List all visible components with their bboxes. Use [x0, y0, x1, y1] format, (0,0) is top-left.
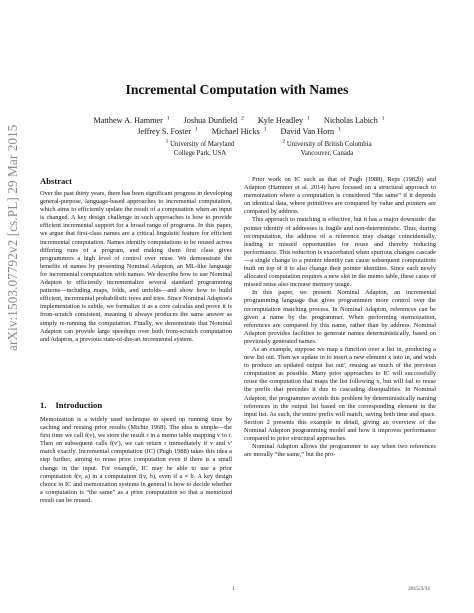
paper-title: Incremental Computation with Names	[125, 82, 349, 97]
authors-line-2	[60, 127, 414, 138]
body-paragraph: As an example, suppose we map a function over a list in, producing a new list out. Then we update in to insert a new element x into in, and wish to produce an updated output list out', reusing as much of the previous computation as possible. Many prior approaches to IC will successfully reuse the computation that maps the list following x, but will fail to reuse the prefix that precedes it due to cascading disequalities. In Nominal Adapton, the programmer avoids this problem by deterministically naming references in the output list based on the corresponding element in the input list. As such, the entire prefix will match, saving both time and space. Section 2 presents this example in detail, giving an overview of the Nominal Adapton programming model and how it improves performance compared to prior structural approaches.	[244, 345, 436, 442]
right-column	[244, 176, 436, 459]
body-paragraph: This approach to matching is effective, but it has a major downside: the pointer identity of addresses is fragile and non-deterministic. Thus, during recomputation, the address of a reference may change coincidentally, leading to missed opportunities for reuse and thereby reducing performance. This reduction is exacerbated when spurious changes cascade—a single change to a pointer identity can cause subsequent computations built on top of it to also change their pointer identities. Since each newly allocated computation requires a new slot in the memo table, these cases of missed reuse also increase memory usage.	[244, 216, 436, 289]
arxiv-identifier[interactable]: arXiv:1503.07792v2 [cs.PL] 29 Mar 2015	[5, 124, 20, 351]
author: Joshua Dunfield $^2$	[183, 115, 244, 125]
abstract-text: Over the past thirty years, there has been significant progress in developing general-purpose, language-based approaches to incremental computation, which aims to efficiently update the result of a computation when an input is changed. A key design challenge in such approaches is how to provide efficient incremental support for a broad range of programs. In this paper, we argue that first-class names are a critical linguistic feature for efficient incremental computation. Names identify computations to be reused across differing runs of a program, and making them first class gives programmers a high level of control over reuse. We demonstrate the benefits of names by presenting Nominal Adapton, an ML-like language for incremental computation with names. We describe how to use Nominal Adapton to efficiently incrementalize several standard programming patterns—including maps, folds, and unfolds—and show how to build efficient, incremental probabilistic trees and tries. Since Nominal Adapton's implementation is subtle, we formalize it as a core calculus and prove it is from-scratch consistent, meaning it always produces the same answer as simply re-running the computation. Finally, we demonstrate that Nominal Adapton can provide large speedups over both from-scratch computation and Adapton, a previous state-of-the-art incremental system.	[40, 190, 232, 343]
page-number: 1	[232, 586, 235, 592]
author: Kyle Headley $^1$	[257, 115, 310, 125]
authors-line-1	[60, 116, 414, 127]
author: Michael Hicks $^1$	[211, 126, 267, 136]
author: Nicholas Labich $^1$	[323, 115, 385, 125]
abstract-heading: Abstract	[40, 176, 72, 186]
affiliation-2: $^2$ University of British Columbia Vancouver, Canada	[282, 138, 372, 157]
footer-date: 2015/3/31	[408, 586, 431, 592]
affiliation-1: $^1$ University of Maryland College Park, USA	[165, 138, 235, 157]
author: Jeffrey S. Foster $^1$	[137, 126, 198, 136]
body-paragraph: In this paper, we present Nominal Adapton, an incremental programming language that gives programmers more control over the recomputation matching process. In Nominal Adapton, references can be given a name by the programmer. When performing memoization, references are compared by this name, rather than by address. Nominal Adapton provides facilities to generate names deterministically, based on previously generated names.	[244, 289, 436, 345]
body-paragraph: Nominal Adapton allows the programmer to say when two references are morally “the same,” but the pro-	[244, 443, 436, 459]
author: Matthew A. Hammer $^1$	[93, 115, 170, 125]
body-paragraph: Prior work on IC such as that of Pugh (1988), Reps (1982b) and Adapton (Hammer et al. 2014) have focused on a structural approach to memoization where a computation is considered “the same” if it depends on identical data, where primitives are compared by value and pointers are compared by address.	[244, 176, 436, 216]
introduction-heading: 1. Introduction	[40, 400, 103, 410]
introduction-body	[40, 416, 232, 505]
abstract-body	[40, 190, 232, 344]
intro-paragraph: Memoization is a widely used technique to speed up running time by caching and reusing prior results (Michie 1968). The idea is simple—the first time we call f(v), we store the result r in a memo table mapping v to r. Then on subsequent calls f(v'), we can return r immediately if v and v' match exactly. Incremental computation (IC) (Pugh 1988) takes this idea a step further, aiming to reuse prior computation even if there is a small change in the input. For example, IC may be able to use a prior computation f(v, a) in a computation f(v, b), even if a ≠ b. A key design choice in IC and memoization systems in general is how to decide whether a computation is “the same” as a prior computation so that a memoized result can be reused.	[40, 416, 232, 504]
author: David Van Horn $^1$	[280, 126, 341, 136]
